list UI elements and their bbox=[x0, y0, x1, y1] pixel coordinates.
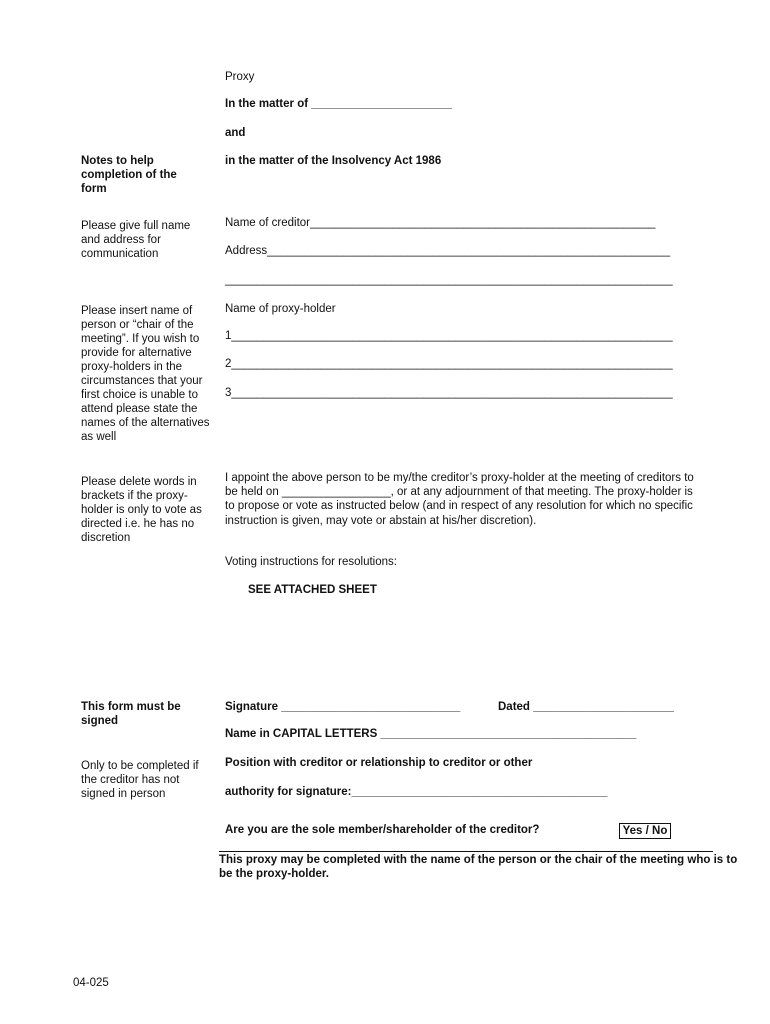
note-insert-name: Please insert name of person or “chair of the meeting”. If you wish to provide for alternative proxy-holders in the circumstances that your first choice is unable to attend please state the names of the alternatives as well bbox=[81, 305, 210, 443]
divider-line bbox=[219, 851, 713, 852]
form-code: 04-025 bbox=[73, 977, 109, 989]
authority-field[interactable]: authority for signature:________________________________________ bbox=[225, 786, 608, 798]
appointment-paragraph: I appoint the above person to be my/the creditor’s proxy-holder at the meeting of creditors to be held on _________________, or at any adjournment of that meeting. The proxy-holder is to propose or vote as instructed below (and in respect of any resolution for which no specific instruction is given, may vote or abstain at his/her discretion). bbox=[225, 472, 694, 527]
note-full-name: Please give full name and address for communication bbox=[81, 220, 191, 260]
matter-of-line[interactable]: In the matter of ______________________ bbox=[225, 98, 452, 110]
note-only-completed: Only to be completed if the creditor has not signed in person bbox=[81, 760, 199, 800]
dated-field[interactable]: Dated ______________________ bbox=[498, 701, 674, 713]
position-label: Position with creditor or relationship to creditor or other bbox=[225, 757, 533, 769]
address-field[interactable]: Address_______________________________________________________________ bbox=[225, 245, 671, 257]
notes-heading: Notes to help completion of the form bbox=[81, 155, 177, 195]
creditor-name-field[interactable]: Name of creditor______________________________________________________ bbox=[225, 217, 656, 229]
voting-instructions-label: Voting instructions for resolutions: bbox=[225, 556, 397, 568]
capital-letters-field[interactable]: Name in CAPITAL LETTERS ________________________________________ bbox=[225, 728, 637, 740]
yes-no-box[interactable]: Yes / No bbox=[619, 823, 671, 839]
proxy-holder-label: Name of proxy-holder bbox=[225, 303, 336, 315]
note-must-be-signed: This form must be signed bbox=[81, 701, 181, 727]
proxy-holder-line-2[interactable]: 2_____________________________________________________________________ bbox=[225, 358, 673, 370]
proxy-holder-line-1[interactable]: 1_____________________________________________________________________ bbox=[225, 330, 673, 342]
signature-field[interactable]: Signature ____________________________ bbox=[225, 701, 461, 713]
proxy-completion-note: This proxy may be completed with the name of the person or the chair of the meeting who is to be the proxy-holder. bbox=[219, 854, 738, 880]
insolvency-act-line: in the matter of the Insolvency Act 1986 bbox=[225, 155, 442, 167]
proxy-holder-line-3[interactable]: 3_____________________________________________________________________ bbox=[225, 387, 673, 399]
address-line2-field[interactable]: ______________________________________________________________________ bbox=[225, 274, 673, 286]
form-title: Proxy bbox=[225, 71, 255, 83]
see-attached-sheet: SEE ATTACHED SHEET bbox=[248, 584, 377, 596]
and-text: and bbox=[225, 127, 246, 139]
sole-member-question: Are you are the sole member/shareholder of the creditor? bbox=[225, 824, 540, 836]
note-delete-words: Please delete words in brackets if the proxy-holder is only to vote as directed i.e. he has no discretion bbox=[81, 476, 202, 544]
